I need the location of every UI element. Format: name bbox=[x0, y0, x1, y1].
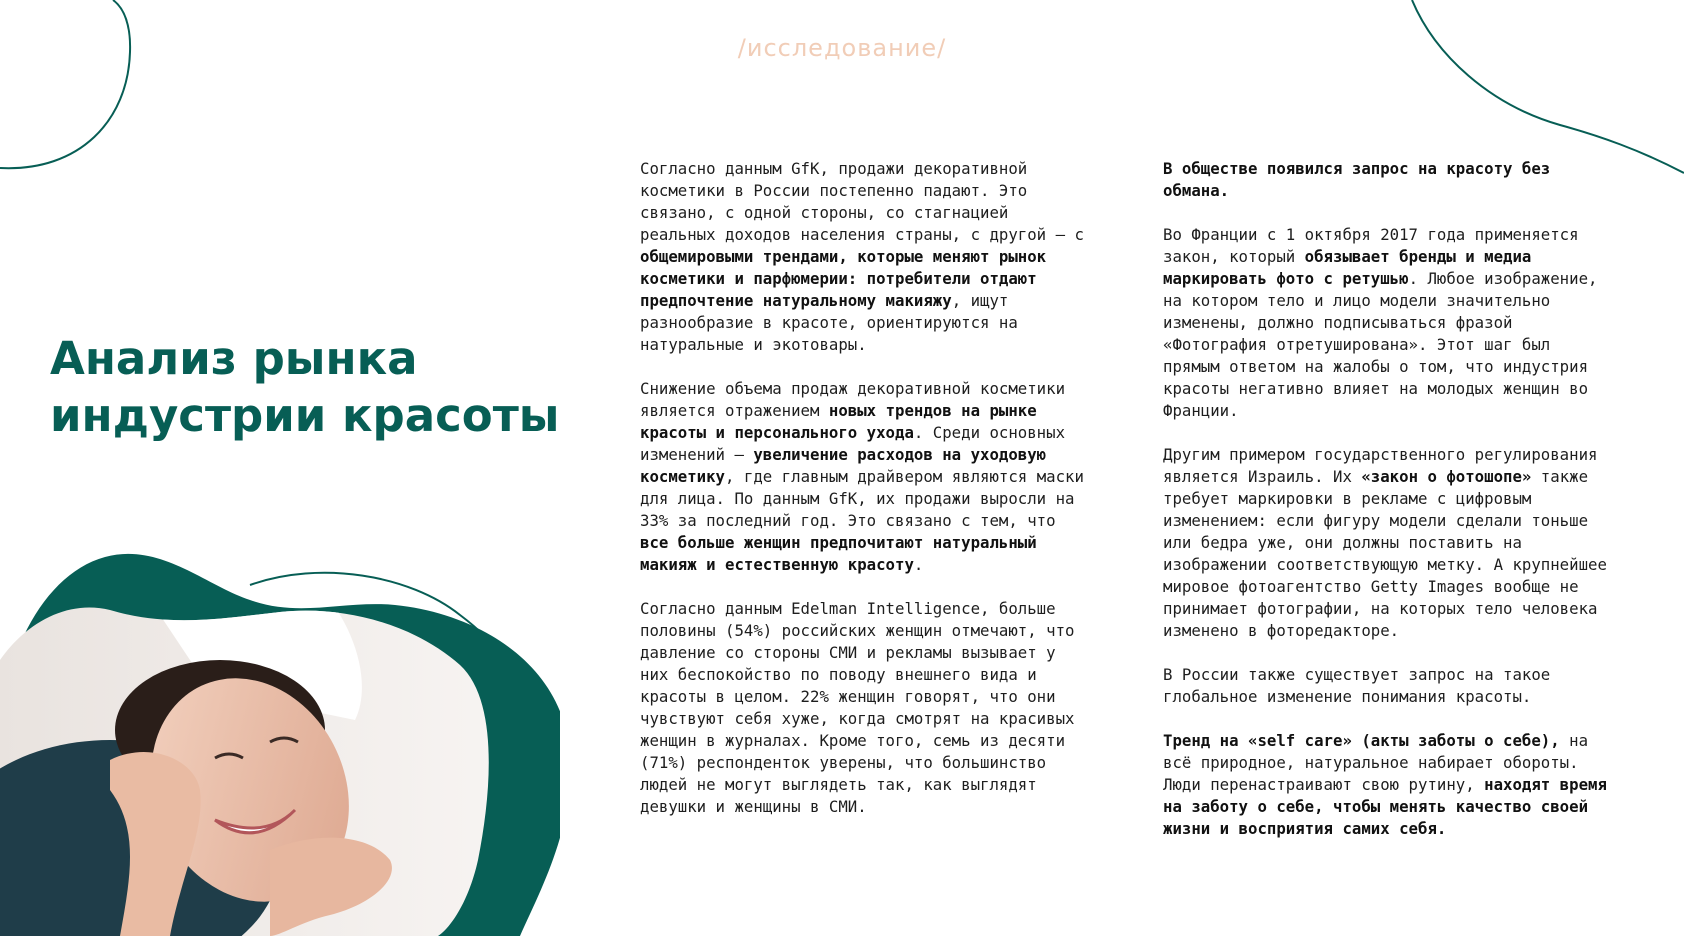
bold-text: новых трендов на рынке красоты и персонального ухода bbox=[640, 401, 1037, 442]
text-run: также требует маркировки в рекламе с цифровым изменением: если фигуру модели сделали тоньше или бедра уже, они должны поставить на изображении соответствующую метку. А крупнейшее мировое фотоагентство Getty Images вообще не принимает фотографии, на которых тело человека изменено в фоторедакторе. bbox=[1163, 467, 1607, 640]
bold-text: находят время на заботу о себе, чтобы менять качество своей жизни и восприятия самих себя. bbox=[1163, 775, 1607, 838]
paragraph bbox=[1163, 158, 1613, 202]
text-run: Другим примером государственного регулирования является Израиль. Их bbox=[1163, 445, 1598, 486]
page-title bbox=[50, 330, 610, 444]
bold-text: обязывает бренды и медиа маркировать фото с ретушью bbox=[1163, 247, 1532, 288]
text-run: В России также существует запрос на такое глобальное изменение понимания красоты. bbox=[1163, 665, 1551, 706]
text-column-right bbox=[1163, 158, 1613, 862]
paragraph bbox=[640, 378, 1090, 576]
bold-text: Тренд на «self care» (акты заботы о себе), bbox=[1163, 731, 1560, 750]
text-run: . Любое изображение, на котором тело и лицо модели значительно изменены, должно подписываться фразой «Фотография отретуширована». Этот шаг был прямым ответом на жалобы о том, что индустрия красоты негативно влияет на молодых женщин во Франции. bbox=[1163, 269, 1598, 420]
paragraph bbox=[1163, 444, 1613, 642]
text-run: Во Франции с 1 октября 2017 года применяется закон, который bbox=[1163, 225, 1579, 266]
paragraph bbox=[1163, 664, 1613, 708]
paragraph bbox=[1163, 730, 1613, 840]
bold-text: общемировыми трендами, которые меняют рынок косметики и парфюмерии: потребители отдают предпочтение натуральному макияжу bbox=[640, 247, 1047, 310]
top-right-wave bbox=[1412, 0, 1684, 173]
text-run: Снижение объема продаж декоративной косметики является отражением bbox=[640, 379, 1066, 420]
bold-text: В обществе появился запрос на красоту без обмана. bbox=[1163, 159, 1551, 200]
woman-smiling-face-massage-photo bbox=[0, 590, 500, 936]
text-run: . Среди основных изменений — bbox=[640, 423, 1066, 464]
bold-text: увеличение расходов на уходовую косметику bbox=[640, 445, 1047, 486]
page-title-line-2: индустрии красоты bbox=[50, 389, 560, 442]
text-run: Согласно данным Edelman Intelligence, больше половины (54%) российских женщин отмечают, что давление со стороны СМИ и рекламы вызывает у них беспокойство по поводу внешнего вида и красоты в целом. 22% женщин говорят, что они чувствуют себя хуже, когда смотрят на красивых женщин в журналах. Кроме того, семь из десяти (71%) респонденток уверены, что большинство людей не могут выглядеть так, как выглядят девушки и женщины в СМИ. bbox=[640, 599, 1075, 816]
paragraph bbox=[640, 158, 1090, 356]
page-title-line-1: Анализ рынка bbox=[50, 332, 418, 385]
bold-text: «закон о фотошопе» bbox=[1361, 467, 1532, 486]
text-column-left bbox=[640, 158, 1090, 840]
text-run: , где главным драйвером являются маски для лица. По данным GfK, их продажи выросли на 33% за последний год. Это связано с тем, что bbox=[640, 467, 1084, 530]
paragraph bbox=[640, 598, 1090, 818]
text-run: на всё природное, натуральное набирает обороты. Люди перенастраивают свою рутину, bbox=[1163, 731, 1589, 794]
bold-text: все больше женщин предпочитают натуральный макияж и естественную красоту bbox=[640, 533, 1037, 574]
text-run: . bbox=[913, 555, 924, 574]
paragraph bbox=[1163, 224, 1613, 422]
photo-area bbox=[0, 0, 560, 936]
text-run: , ищут разнообразие в красоте, ориентируются на натуральные и экотовары. bbox=[640, 291, 1018, 354]
section-tag: /исследование/ bbox=[737, 34, 947, 62]
text-run: Согласно данным GfK, продажи декоративной косметики в России постепенно падают. Это связано, с одной стороны, со стагнацией реальных доходов населения страны, с другой — с bbox=[640, 159, 1084, 244]
